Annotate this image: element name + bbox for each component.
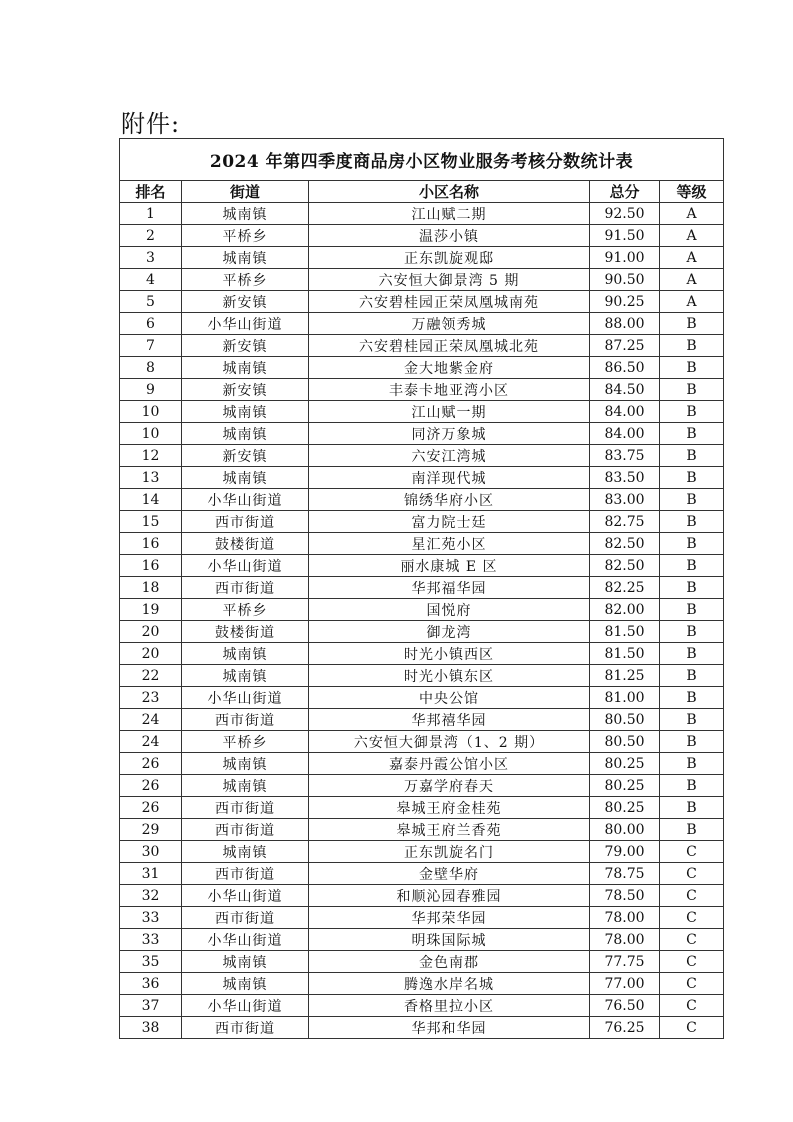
cell-rank: 38 (120, 1017, 182, 1039)
cell-score: 92.50 (590, 203, 660, 225)
cell-name: 皋城王府金桂苑 (309, 797, 590, 819)
cell-grade: B (660, 445, 724, 467)
table-row (120, 797, 724, 819)
cell-grade: C (660, 929, 724, 951)
cell-street: 平桥乡 (182, 269, 309, 291)
cell-grade: B (660, 643, 724, 665)
cell-street: 新安镇 (182, 291, 309, 313)
cell-score: 76.25 (590, 1017, 660, 1039)
cell-street: 城南镇 (182, 247, 309, 269)
table-row (120, 995, 724, 1017)
cell-rank: 16 (120, 533, 182, 555)
cell-name: 六安恒大御景湾 5 期 (309, 269, 590, 291)
cell-name: 六安江湾城 (309, 445, 590, 467)
cell-grade: B (660, 423, 724, 445)
table-row (120, 841, 724, 863)
cell-street: 城南镇 (182, 951, 309, 973)
cell-street: 小华山街道 (182, 489, 309, 511)
table-row (120, 863, 724, 885)
cell-street: 城南镇 (182, 753, 309, 775)
cell-rank: 20 (120, 621, 182, 643)
table-row (120, 775, 724, 797)
cell-street: 城南镇 (182, 643, 309, 665)
cell-rank: 3 (120, 247, 182, 269)
cell-name: 万融领秀城 (309, 313, 590, 335)
table-row (120, 599, 724, 621)
cell-grade: B (660, 577, 724, 599)
cell-rank: 29 (120, 819, 182, 841)
cell-street: 城南镇 (182, 401, 309, 423)
cell-score: 81.25 (590, 665, 660, 687)
cell-street: 小华山街道 (182, 313, 309, 335)
table-row (120, 203, 724, 225)
cell-street: 小华山街道 (182, 929, 309, 951)
cell-name: 明珠国际城 (309, 929, 590, 951)
cell-rank: 12 (120, 445, 182, 467)
cell-score: 80.00 (590, 819, 660, 841)
table-row (120, 511, 724, 533)
cell-grade: C (660, 885, 724, 907)
cell-rank: 20 (120, 643, 182, 665)
table-row (120, 687, 724, 709)
cell-name: 皋城王府兰香苑 (309, 819, 590, 841)
cell-rank: 5 (120, 291, 182, 313)
cell-rank: 35 (120, 951, 182, 973)
cell-grade: B (660, 753, 724, 775)
cell-grade: B (660, 665, 724, 687)
cell-name: 六安碧桂园正荣凤凰城北苑 (309, 335, 590, 357)
table-row (120, 533, 724, 555)
cell-street: 城南镇 (182, 357, 309, 379)
table-row (120, 269, 724, 291)
table-row (120, 885, 724, 907)
title-row (120, 139, 724, 181)
cell-grade: B (660, 379, 724, 401)
header-street: 街道 (182, 181, 309, 203)
cell-rank: 6 (120, 313, 182, 335)
cell-street: 西市街道 (182, 577, 309, 599)
table-row (120, 489, 724, 511)
table-row (120, 555, 724, 577)
cell-street: 平桥乡 (182, 225, 309, 247)
cell-name: 六安恒大御景湾（1、2 期） (309, 731, 590, 753)
cell-score: 87.25 (590, 335, 660, 357)
cell-score: 83.00 (590, 489, 660, 511)
cell-grade: B (660, 533, 724, 555)
cell-name: 富力院士廷 (309, 511, 590, 533)
cell-rank: 30 (120, 841, 182, 863)
score-table (119, 138, 724, 1039)
header-grade: 等级 (660, 181, 724, 203)
cell-street: 新安镇 (182, 335, 309, 357)
cell-grade: B (660, 731, 724, 753)
cell-score: 83.50 (590, 467, 660, 489)
table-row (120, 907, 724, 929)
cell-name: 金大地紫金府 (309, 357, 590, 379)
table-row (120, 467, 724, 489)
cell-name: 和顺沁园春雅园 (309, 885, 590, 907)
cell-street: 城南镇 (182, 665, 309, 687)
cell-street: 西市街道 (182, 797, 309, 819)
table-title: 2024 年第四季度商品房小区物业服务考核分数统计表 (120, 139, 724, 181)
cell-rank: 31 (120, 863, 182, 885)
table-row (120, 709, 724, 731)
cell-name: 华邦荣华园 (309, 907, 590, 929)
cell-rank: 26 (120, 753, 182, 775)
table-row (120, 753, 724, 775)
cell-street: 新安镇 (182, 445, 309, 467)
table-row (120, 225, 724, 247)
cell-grade: C (660, 863, 724, 885)
cell-street: 平桥乡 (182, 599, 309, 621)
table-row (120, 577, 724, 599)
cell-rank: 36 (120, 973, 182, 995)
table-body (120, 203, 724, 1039)
cell-rank: 18 (120, 577, 182, 599)
cell-rank: 32 (120, 885, 182, 907)
cell-name: 金壁华府 (309, 863, 590, 885)
table-row (120, 1017, 724, 1039)
cell-grade: B (660, 709, 724, 731)
cell-rank: 22 (120, 665, 182, 687)
cell-grade: C (660, 973, 724, 995)
table-row (120, 291, 724, 313)
cell-name: 正东凯旋名门 (309, 841, 590, 863)
cell-score: 77.75 (590, 951, 660, 973)
cell-score: 79.00 (590, 841, 660, 863)
cell-rank: 24 (120, 731, 182, 753)
cell-name: 国悦府 (309, 599, 590, 621)
cell-street: 西市街道 (182, 1017, 309, 1039)
cell-street: 平桥乡 (182, 731, 309, 753)
cell-name: 星汇苑小区 (309, 533, 590, 555)
cell-name: 温莎小镇 (309, 225, 590, 247)
cell-grade: B (660, 401, 724, 423)
cell-name: 江山赋二期 (309, 203, 590, 225)
cell-name: 时光小镇东区 (309, 665, 590, 687)
cell-score: 82.50 (590, 533, 660, 555)
cell-street: 西市街道 (182, 819, 309, 841)
header-row (120, 181, 724, 203)
cell-rank: 37 (120, 995, 182, 1017)
cell-rank: 14 (120, 489, 182, 511)
cell-street: 鼓楼街道 (182, 621, 309, 643)
table-row (120, 445, 724, 467)
cell-grade: B (660, 621, 724, 643)
cell-score: 88.00 (590, 313, 660, 335)
cell-rank: 9 (120, 379, 182, 401)
cell-score: 83.75 (590, 445, 660, 467)
cell-name: 丽水康城 E 区 (309, 555, 590, 577)
cell-name: 腾逸水岸名城 (309, 973, 590, 995)
cell-name: 南洋现代城 (309, 467, 590, 489)
cell-street: 城南镇 (182, 203, 309, 225)
cell-score: 84.50 (590, 379, 660, 401)
cell-grade: C (660, 1017, 724, 1039)
cell-street: 西市街道 (182, 511, 309, 533)
table-row (120, 423, 724, 445)
cell-street: 鼓楼街道 (182, 533, 309, 555)
cell-grade: B (660, 335, 724, 357)
cell-grade: B (660, 687, 724, 709)
header-rank: 排名 (120, 181, 182, 203)
table-row (120, 401, 724, 423)
cell-rank: 24 (120, 709, 182, 731)
cell-score: 80.50 (590, 709, 660, 731)
cell-rank: 23 (120, 687, 182, 709)
cell-name: 华邦和华园 (309, 1017, 590, 1039)
cell-name: 华邦禧华园 (309, 709, 590, 731)
cell-grade: A (660, 269, 724, 291)
cell-score: 80.25 (590, 775, 660, 797)
cell-street: 小华山街道 (182, 687, 309, 709)
cell-street: 城南镇 (182, 973, 309, 995)
cell-score: 84.00 (590, 401, 660, 423)
cell-street: 小华山街道 (182, 885, 309, 907)
cell-grade: B (660, 599, 724, 621)
cell-grade: A (660, 225, 724, 247)
cell-score: 91.50 (590, 225, 660, 247)
cell-grade: B (660, 555, 724, 577)
cell-street: 新安镇 (182, 379, 309, 401)
cell-name: 中央公馆 (309, 687, 590, 709)
cell-rank: 26 (120, 797, 182, 819)
cell-rank: 8 (120, 357, 182, 379)
cell-name: 嘉泰丹霞公馆小区 (309, 753, 590, 775)
cell-rank: 16 (120, 555, 182, 577)
cell-street: 西市街道 (182, 709, 309, 731)
cell-street: 城南镇 (182, 775, 309, 797)
cell-grade: B (660, 357, 724, 379)
cell-grade: B (660, 819, 724, 841)
cell-score: 82.75 (590, 511, 660, 533)
cell-score: 82.00 (590, 599, 660, 621)
cell-name: 香格里拉小区 (309, 995, 590, 1017)
cell-score: 84.00 (590, 423, 660, 445)
cell-score: 78.50 (590, 885, 660, 907)
cell-rank: 2 (120, 225, 182, 247)
cell-score: 91.00 (590, 247, 660, 269)
cell-name: 华邦福华园 (309, 577, 590, 599)
cell-score: 90.25 (590, 291, 660, 313)
cell-rank: 4 (120, 269, 182, 291)
cell-rank: 13 (120, 467, 182, 489)
cell-rank: 33 (120, 929, 182, 951)
cell-name: 正东凯旋观邸 (309, 247, 590, 269)
cell-name: 丰泰卡地亚湾小区 (309, 379, 590, 401)
cell-street: 城南镇 (182, 467, 309, 489)
cell-name: 江山赋一期 (309, 401, 590, 423)
cell-grade: B (660, 489, 724, 511)
cell-score: 78.75 (590, 863, 660, 885)
cell-street: 西市街道 (182, 863, 309, 885)
table-row (120, 819, 724, 841)
cell-rank: 33 (120, 907, 182, 929)
header-score: 总分 (590, 181, 660, 203)
attachment-label: 附件: (121, 110, 181, 138)
cell-name: 同济万象城 (309, 423, 590, 445)
table-row (120, 951, 724, 973)
cell-name: 御龙湾 (309, 621, 590, 643)
table-row (120, 665, 724, 687)
cell-name: 锦绣华府小区 (309, 489, 590, 511)
cell-rank: 19 (120, 599, 182, 621)
cell-grade: B (660, 467, 724, 489)
cell-score: 82.25 (590, 577, 660, 599)
cell-score: 81.00 (590, 687, 660, 709)
cell-score: 81.50 (590, 621, 660, 643)
cell-score: 81.50 (590, 643, 660, 665)
cell-street: 西市街道 (182, 907, 309, 929)
cell-grade: C (660, 951, 724, 973)
cell-street: 城南镇 (182, 841, 309, 863)
cell-grade: C (660, 841, 724, 863)
table-row (120, 973, 724, 995)
cell-rank: 15 (120, 511, 182, 533)
cell-rank: 10 (120, 423, 182, 445)
cell-street: 小华山街道 (182, 995, 309, 1017)
cell-rank: 1 (120, 203, 182, 225)
cell-score: 90.50 (590, 269, 660, 291)
header-name: 小区名称 (309, 181, 590, 203)
cell-grade: B (660, 313, 724, 335)
table-row (120, 357, 724, 379)
table-row (120, 247, 724, 269)
cell-rank: 10 (120, 401, 182, 423)
cell-score: 78.00 (590, 929, 660, 951)
cell-name: 时光小镇西区 (309, 643, 590, 665)
table-row (120, 929, 724, 951)
cell-score: 80.50 (590, 731, 660, 753)
cell-score: 78.00 (590, 907, 660, 929)
cell-score: 80.25 (590, 753, 660, 775)
cell-grade: A (660, 247, 724, 269)
table-row (120, 731, 724, 753)
cell-score: 77.00 (590, 973, 660, 995)
table-row (120, 313, 724, 335)
table-row (120, 379, 724, 401)
cell-grade: B (660, 775, 724, 797)
cell-grade: A (660, 203, 724, 225)
cell-name: 金色南郡 (309, 951, 590, 973)
table-row (120, 621, 724, 643)
cell-score: 86.50 (590, 357, 660, 379)
table-row (120, 335, 724, 357)
cell-grade: C (660, 995, 724, 1017)
cell-street: 小华山街道 (182, 555, 309, 577)
cell-grade: A (660, 291, 724, 313)
cell-grade: B (660, 797, 724, 819)
cell-name: 六安碧桂园正荣凤凰城南苑 (309, 291, 590, 313)
table-row (120, 643, 724, 665)
cell-score: 82.50 (590, 555, 660, 577)
cell-name: 万嘉学府春天 (309, 775, 590, 797)
cell-rank: 26 (120, 775, 182, 797)
cell-score: 76.50 (590, 995, 660, 1017)
cell-rank: 7 (120, 335, 182, 357)
cell-street: 城南镇 (182, 423, 309, 445)
cell-grade: C (660, 907, 724, 929)
cell-score: 80.25 (590, 797, 660, 819)
cell-grade: B (660, 511, 724, 533)
